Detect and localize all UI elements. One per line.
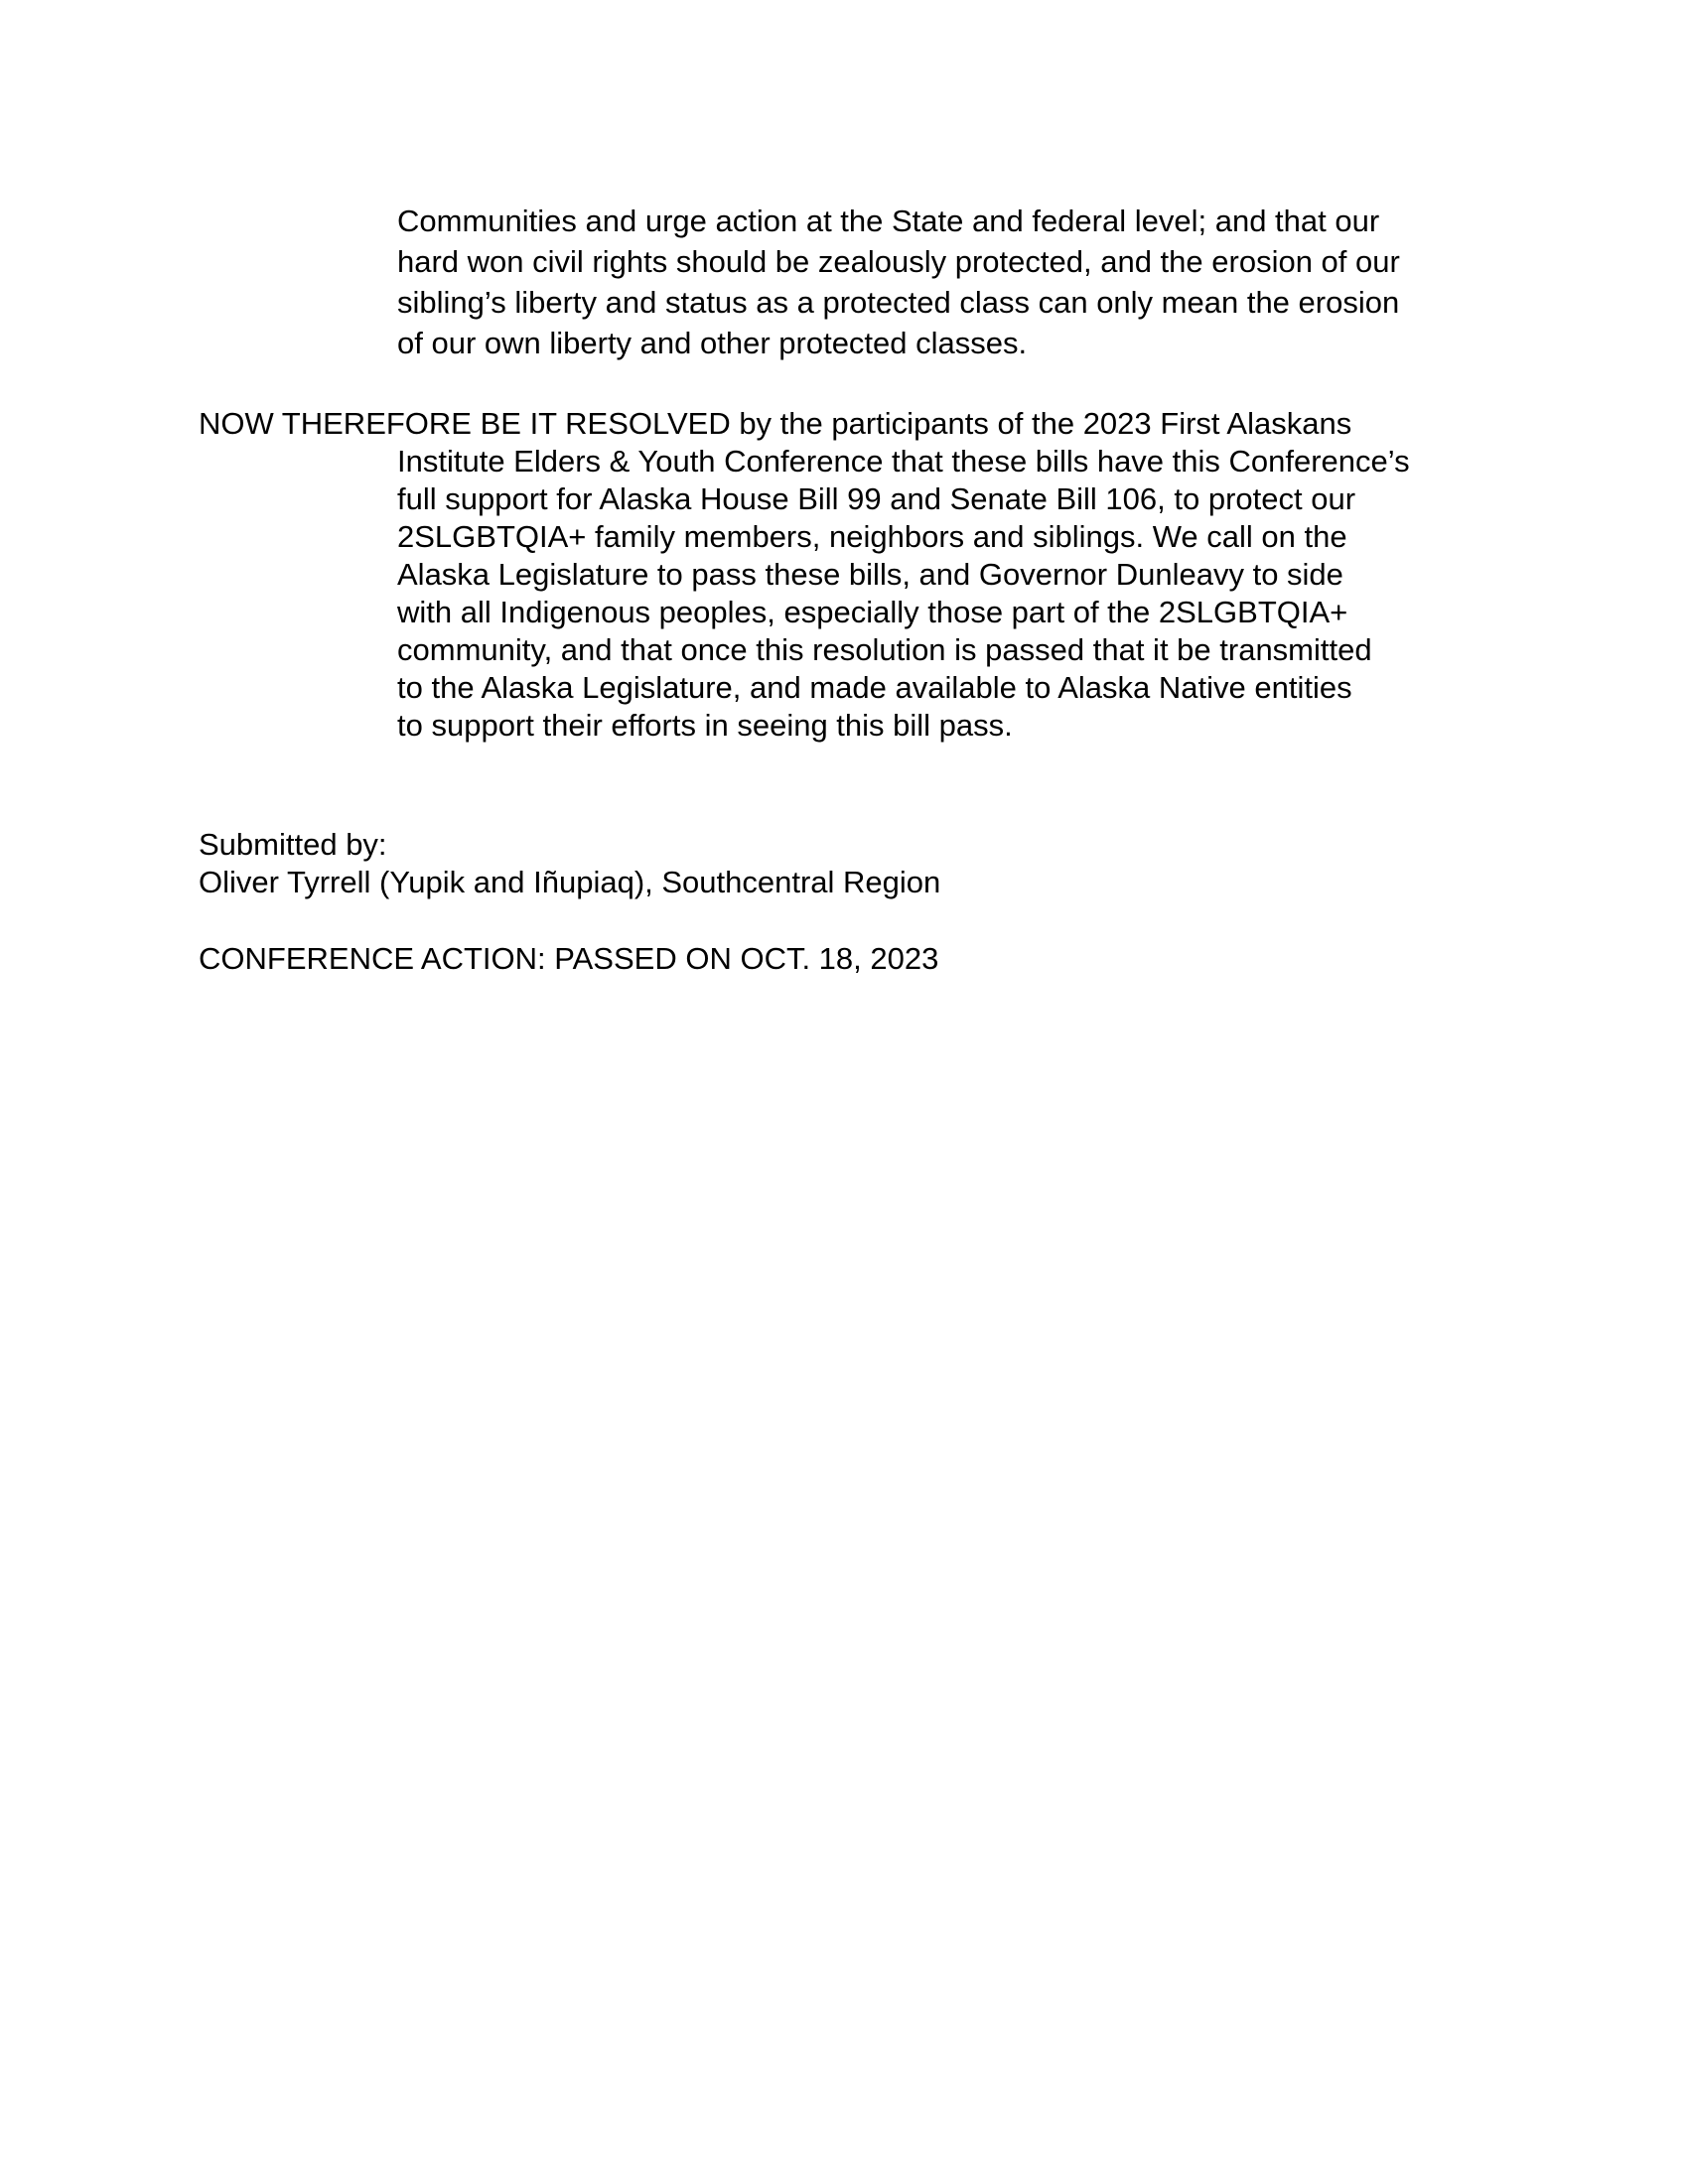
paragraph-line: sibling’s liberty and status as a protected class can only mean the erosion [397, 285, 1400, 320]
resolved-paragraph [199, 405, 1410, 745]
paragraph-line: of our own liberty and other protected classes. [397, 326, 1028, 360]
paragraph-line: Institute Elders & Youth Conference that these bills have this Conference’s [397, 444, 1410, 478]
paragraph-line: community, and that once this resolution is passed that it be transmitted [397, 632, 1372, 667]
conference-action: CONFERENCE ACTION: PASSED ON OCT. 18, 2023 [199, 941, 939, 976]
paragraph-line: with all Indigenous peoples, especially those part of the 2SLGBTQIA+ [397, 595, 1348, 629]
paragraph-line: Communities and urge action at the State and federal level; and that our [397, 204, 1380, 238]
paragraph-line: Alaska Legislature to pass these bills, and Governor Dunleavy to side [397, 557, 1343, 592]
paragraph-line: to support their efforts in seeing this bill pass. [397, 708, 1013, 743]
paragraph-line: full support for Alaska House Bill 99 and Senate Bill 106, to protect our [397, 481, 1356, 516]
paragraph-line: 2SLGBTQIA+ family members, neighbors and siblings. We call on the [397, 519, 1347, 554]
paragraph-line: to the Alaska Legislature, and made available to Alaska Native entities [397, 670, 1352, 705]
submitted-by-label: Submitted by: [199, 827, 387, 862]
paragraph-line: hard won civil rights should be zealously protected, and the erosion of our [397, 244, 1400, 279]
resolved-heading-line: NOW THEREFORE BE IT RESOLVED by the participants of the 2023 First Alaskans [199, 406, 1352, 441]
submitter-name: Oliver Tyrrell (Yupik and Iñupiaq), Southcentral Region [199, 865, 941, 899]
continuation-paragraph [397, 201, 1400, 363]
submission-block [199, 826, 940, 901]
